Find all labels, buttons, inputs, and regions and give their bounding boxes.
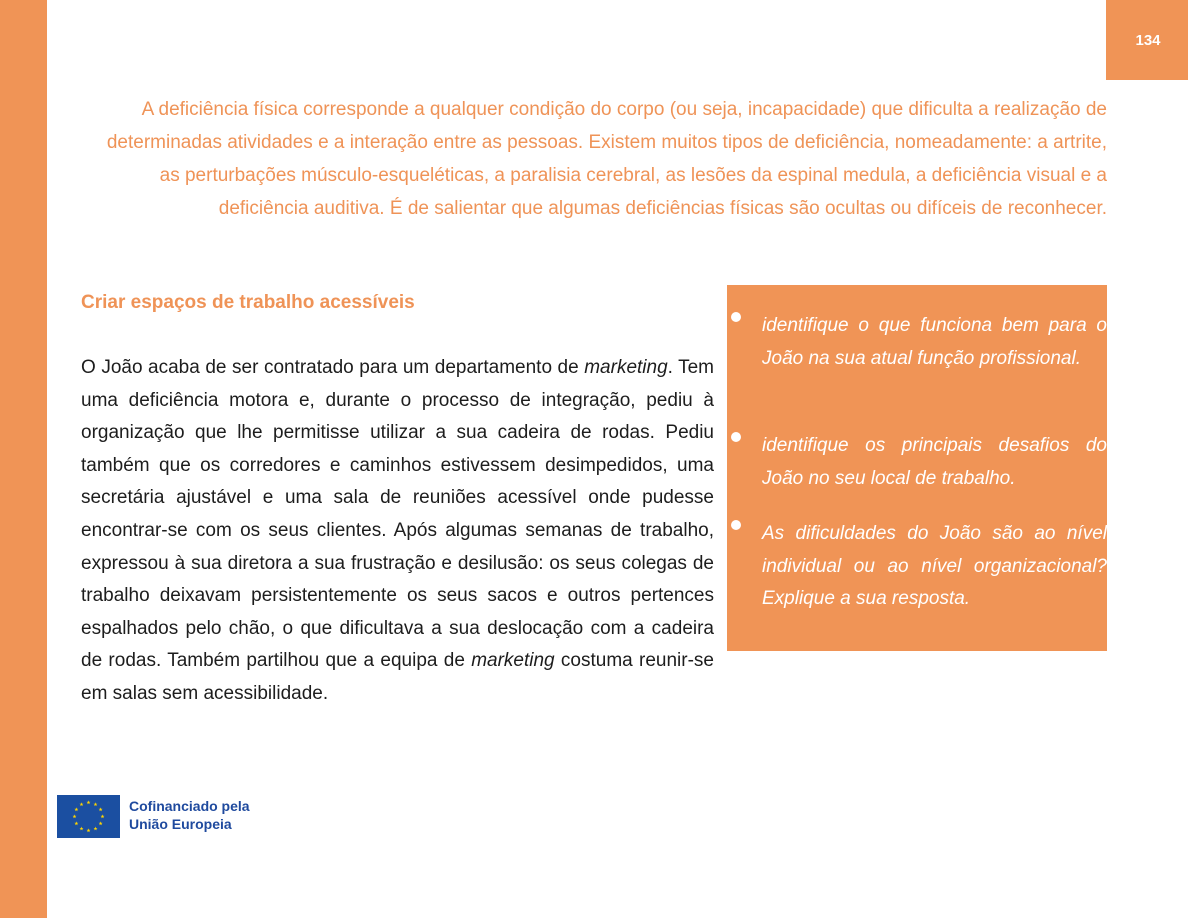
question-item-2: identifique os principais desafios do João no seu local de trabalho. <box>762 435 1107 489</box>
question-item-1: identifique o que funciona bem para o João na sua atual função profissional. <box>762 315 1107 369</box>
intro-paragraph: A deficiência física corresponde a qualquer condição do corpo (ou seja, incapacidade) que dificulta a realização de determinadas atividades e a interação entre as pessoas. Existem muitos tipos de deficiência, nomeadamente: a artrite, as perturbações músculo-esqueléticas, a paralisia cerebral, as lesões da espinal medula, a deficiência visual e a deficiência auditiva. É de salientar que algumas deficiências físicas são ocultas ou difíceis de reconhecer. <box>106 99 1107 219</box>
question-box <box>727 285 1107 651</box>
story-term-marketing-2: marketing <box>471 650 555 672</box>
question-item-3: As dificuldades do João são ao nível individual ou ao nível organizacional? Explique a sua resposta. <box>762 523 1107 610</box>
bullet-icon <box>731 432 741 442</box>
section-heading: Criar espaços de trabalho acessíveis <box>81 292 415 313</box>
page-number: 134 <box>1106 0 1188 80</box>
bullet-icon <box>731 520 741 530</box>
bullet-icon <box>731 312 741 322</box>
left-accent-bar <box>0 0 47 918</box>
eu-funding-line-2: União Europeia <box>129 816 232 832</box>
story-text-2: . Tem uma deficiência motora e, durante o processo de integração, pediu à organização que lhe permitisse utilizar a sua cadeira de rodas. Pediu também que os corredores e caminhos estivessem desimpedidos, uma secretária ajustável e uma sala de reuniões acessível onde pudesse encontrar-se com os seus clientes. Após algumas semanas de trabalho, expressou à sua diretora a sua frustração e desilusão: os seus colegas de trabalho deixavam persistentemente os seus sacos e outros pertences espalhados pelo chão, o que dificultava a sua deslocação com a cadeira de rodas. Também partilhou que a equipa de <box>81 357 715 672</box>
story-term-marketing-1: marketing <box>584 357 668 378</box>
eu-funding-line-1: Cofinanciado pela <box>129 798 250 814</box>
eu-funding-text <box>129 797 250 833</box>
story-text-1: O João acaba de ser contratado para um departamento de <box>81 357 585 378</box>
case-study-paragraph <box>81 352 714 711</box>
eu-flag-logo <box>57 795 120 838</box>
story-text-3: costuma reunir-se em salas sem acessibilidade. <box>81 650 714 704</box>
